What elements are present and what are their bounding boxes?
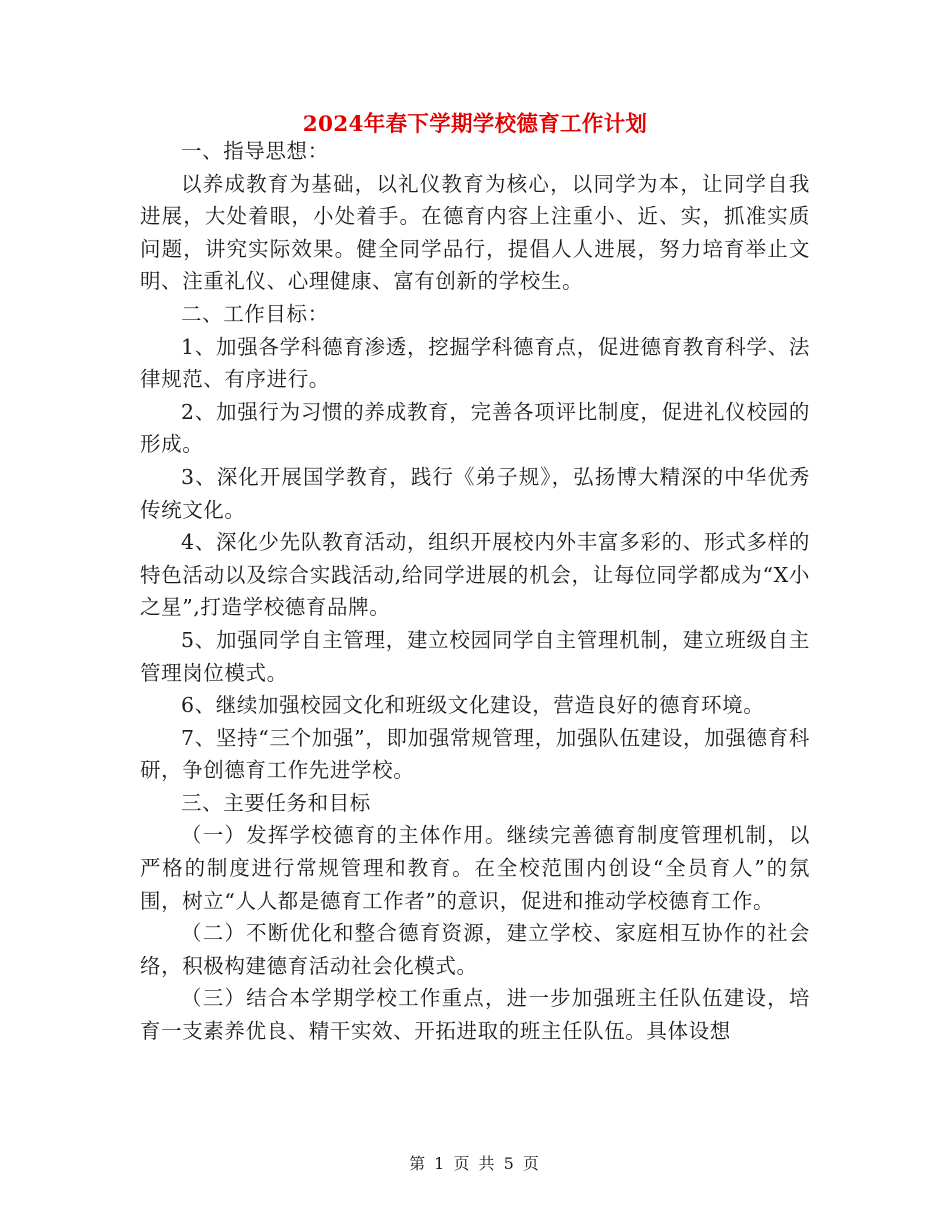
goal-item-3: 3、深化开展国学教育，践行《弟子规》，弘扬博大精深的中华优秀传统文化。 <box>140 464 810 522</box>
task-item-3: （三）结合本学期学校工作重点，进一步加强班主任队伍建设，培育一支素养优良、精干实效、开拓进取的班主任队伍。具体设想 <box>140 986 810 1044</box>
page-number: 第 1 页 共 5 页 <box>409 1154 541 1173</box>
goal-item-6: 6、继续加强校园文化和班级文化建设，营造良好的德育环境。 <box>181 693 765 718</box>
paragraph-guiding-ideology: 以养成教育为基础，以礼仪教育为核心，以同学为本，让同学自我进展，大处着眼，小处着手。在德育内容上注重小、近、实，抓准实质问题，讲究实际效果。健全同学品行，提倡人人进展，努力培育举止文明、注重礼仪、心理健康、富有创新的学校生。 <box>140 171 810 294</box>
task-item-2: （二）不断优化和整合德育资源，建立学校、家庭相互协作的社会络，积极构建德育活动社会化模式。 <box>140 921 810 978</box>
section-heading-guiding-ideology: 一、指导思想： <box>181 139 329 163</box>
goal-item-7: 7、坚持“三个加强”，即加强常规管理，加强队伍建设，加强德育科研，争创德育工作先进学校。 <box>140 725 810 783</box>
goal-item-1: 1、加强各学科德育渗透，挖掘学科德育点，促进德育教育科学、法律规范、有序进行。 <box>140 334 810 392</box>
document-body <box>140 135 810 1048</box>
section-heading-main-tasks: 三、主要任务和目标 <box>181 790 371 815</box>
document-title: 2024年春下学期学校德育工作计划 <box>302 112 648 137</box>
goal-item-2: 2、加强行为习惯的养成教育，完善各项评比制度，促进礼仪校园的形成。 <box>140 399 810 457</box>
section-heading-work-goals: 二、工作目标： <box>181 301 329 326</box>
goal-item-4: 4、深化少先队教育活动，组织开展校内外丰富多彩的、形式多样的特色活动以及综合实践活动,给同学进展的机会，让每位同学都成为“X小之星”,打造学校德育品牌。 <box>140 530 810 620</box>
goal-item-5: 5、加强同学自主管理，建立校园同学自主管理机制，建立班级自主管理岗位模式。 <box>140 627 810 685</box>
page-footer <box>0 1152 950 1176</box>
task-item-1: （一）发挥学校德育的主体作用。继续完善德育制度管理机制，以严格的制度进行常规管理和教育。在全校范围内创设“全员育人”的氛围，树立“人人都是德育工作者”的意识，促进和推动学校德育工作。 <box>140 823 810 913</box>
